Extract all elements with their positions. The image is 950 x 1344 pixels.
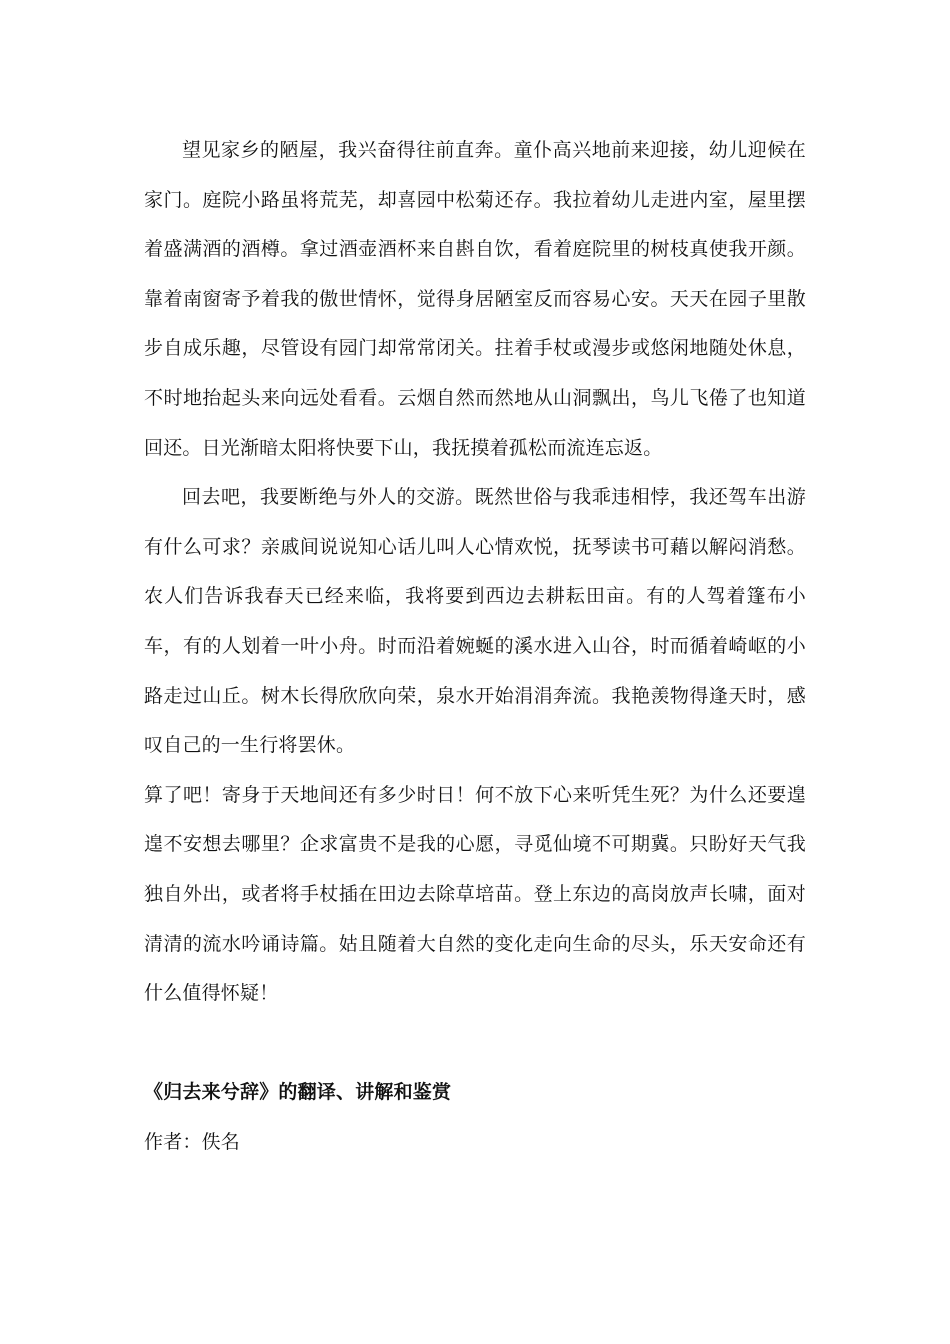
- blank-line: [144, 1019, 806, 1069]
- paragraph-enough: 算了吧！寄身于天地间还有多少时日！何不放下心来听凭生死？为什么还要遑遑不安想去哪里？企求富贵不是我的心愿，寻觅仙境不可期冀。只盼好天气我独自外出，或者将手杖插在田边去除草培苗。登上东边的高岗放声长啸，面对清清的流水吟诵诗篇。姑且随着大自然的变化走向生命的尽头，乐天安命还有什么值得怀疑！: [144, 783, 806, 1005]
- paragraph-go-back: 回去吧，我要断绝与外人的交游。既然世俗与我乖违相悖，我还驾车出游有什么可求？亲戚间说说知心话儿叫人心情欢悦，抚琴读书可藉以解闷消愁。农人们告诉我春天已经来临，我将要到西边去耕耘田亩。有的人驾着篷布小车，有的人划着一叶小舟。时而沿着婉蜒的溪水进入山谷，时而循着崎岖的小路走过山丘。树木长得欣欣向荣，泉水开始涓涓奔流。我艳羡物得逢天时，感叹自己的一生行将罢休。: [144, 486, 806, 757]
- paragraph-return-home: 望见家乡的陋屋，我兴奋得往前直奔。童仆高兴地前来迎接，幼儿迎候在家门。庭院小路虽将荒芜，却喜园中松菊还存。我拉着幼儿走进内室，屋里摆着盛满酒的酒樽。拿过酒壶酒杯来自斟自饮，看着庭院里的树枝真使我开颜。靠着南窗寄予着我的傲世情怀，觉得身居陋室反而容易心安。天天在园子里散步自成乐趣，尽管设有园门却常常闭关。拄着手杖或漫步或悠闲地随处休息，不时地抬起头来向远处看看。云烟自然而然地从山洞飘出，鸟儿飞倦了也知道回还。日光渐暗太阳将快要下山，我抚摸着孤松而流连忘返。: [144, 139, 806, 459]
- section-title: 《归去来兮辞》的翻译、讲解和鉴赏: [144, 1081, 452, 1104]
- author-line: 作者：佚名: [144, 1130, 241, 1153]
- document-body: [144, 126, 806, 1167]
